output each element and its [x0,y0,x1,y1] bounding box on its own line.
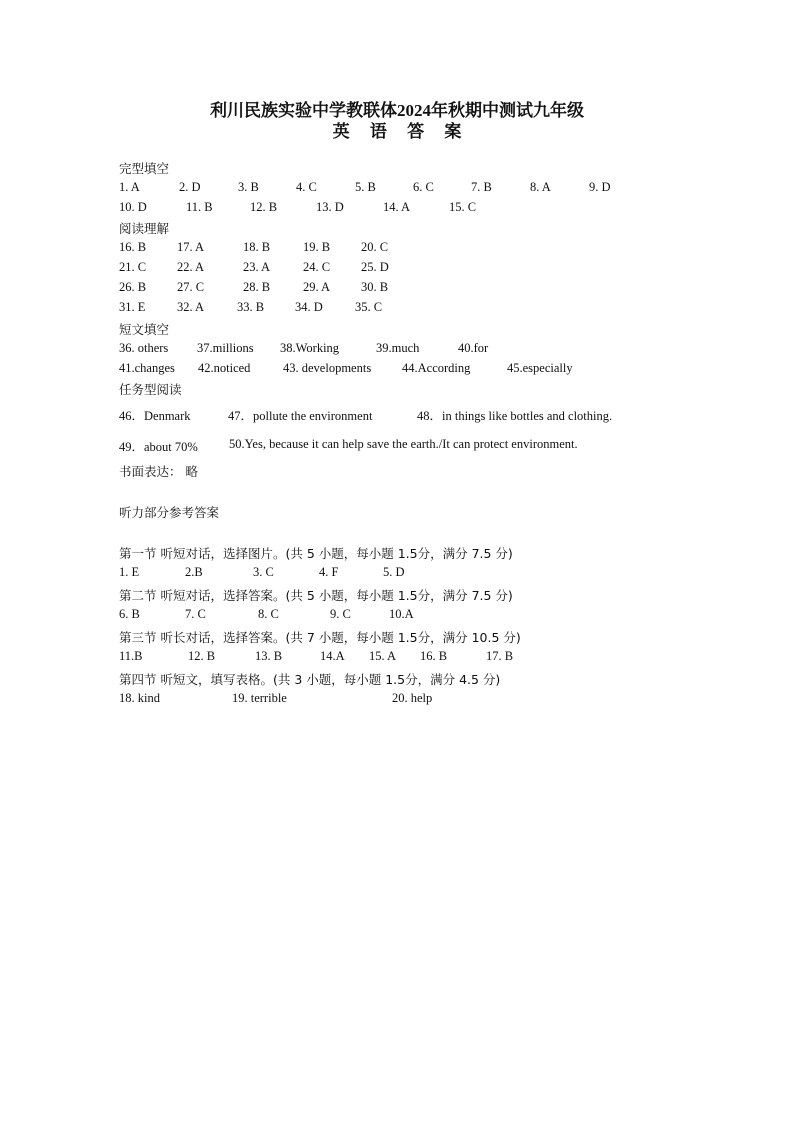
listening-part3-title: 第三节 听长对话，选择答案。(共 7 小题，每小题 1.5分，满分 10.5 分) [119,630,521,645]
answer-item: 16. B [119,240,147,254]
listening-heading: 听力部分参考答案 [119,505,220,520]
answer-item: 34. D [295,300,323,314]
answer-item: 50.Yes, because it can help save the earth./It can protect environment. [229,437,578,451]
answer-item: 18. kind [119,691,160,705]
answer-item: 14. A [383,200,411,214]
answer-item: 13. B [255,649,283,663]
answer-item: 20. C [361,240,389,254]
answer-item: 5. B [355,180,376,194]
answer-item: 10. D [119,200,147,214]
answer-item: 49．about 70% [119,440,198,454]
answer-item: 41.changes [119,361,175,375]
answer-item: 11. B [186,200,213,214]
answer-item: 24. C [303,260,331,274]
answer-item: 38.Working [280,341,340,355]
subtitle-char: 语 [369,122,387,141]
section-heading-passage: 短文填空 [119,322,170,337]
answer-item: 19. terrible [232,691,287,705]
answer-item: 9. D [589,180,611,194]
answer-item: 15. C [449,200,477,214]
answer-item: 15. A [369,649,397,663]
answer-item: 13. D [316,200,344,214]
answer-item: 19. B [303,240,331,254]
answer-item: 4. F [319,565,339,579]
subtitle-char: 案 [444,122,462,141]
answer-item: 43. developments [283,361,372,375]
answer-item: 6. C [413,180,434,194]
answer-item: 9. C [330,607,351,621]
answer-item: 36. others [119,341,169,355]
answer-item: 14.A [320,649,345,663]
page-subtitle [0,117,794,142]
answer-item: 29. A [303,280,331,294]
answer-item: 32. A [177,300,205,314]
answer-item: 3. C [253,565,274,579]
answer-item: 25. D [361,260,389,274]
subtitle-char: 答 [407,122,425,141]
answer-item: 20. help [392,691,433,705]
answer-item: 39.much [376,341,420,355]
listening-part2-title: 第二节 听短对话，选择答案。(共 5 小题，每小题 1.5分，满分 7.5 分) [119,588,513,603]
answer-item: 40.for [458,341,489,355]
answer-item: 31. E [119,300,146,314]
answer-item: 44.According [402,361,471,375]
answer-item: 33. B [237,300,265,314]
answer-item: 22. A [177,260,205,274]
answer-item: 7. B [471,180,492,194]
answer-item: 21. C [119,260,147,274]
answer-item: 8. A [530,180,551,194]
answer-item: 48．in things like bottles and clothing. [417,409,613,423]
answer-item: 1. E [119,565,140,579]
section-heading-cloze: 完型填空 [119,161,170,176]
answer-item: 47．pollute the environment [228,409,373,423]
answer-item: 18. B [243,240,271,254]
answer-item: 17. A [177,240,205,254]
answer-item: 12. B [250,200,278,214]
page-title: 利川民族实验中学教联体2024年秋期中测试九年级 [210,101,584,120]
section-heading-task: 任务型阅读 [119,382,182,397]
answer-item: 17. B [486,649,514,663]
answer-item: 23. A [243,260,271,274]
answer-item: 42.noticed [198,361,251,375]
writing-note: 书面表达： 略 [119,464,198,479]
answer-item: 1. A [119,180,140,194]
answer-item: 37.millions [197,341,254,355]
answer-item: 11.B [119,649,143,663]
answer-item: 8. C [258,607,279,621]
answer-item: 7. C [185,607,206,621]
answer-item: 46．Denmark [119,409,191,423]
answer-item: 3. B [238,180,259,194]
answer-item: 12. B [188,649,216,663]
listening-part1-title: 第一节 听短对话，选择图片。(共 5 小题，每小题 1.5分，满分 7.5 分) [119,546,513,561]
answer-item: 2. D [179,180,201,194]
answer-item: 6. B [119,607,140,621]
answer-item: 16. B [420,649,448,663]
answer-item: 5. D [383,565,405,579]
answer-item: 2.B [185,565,203,579]
answer-item: 4. C [296,180,317,194]
answer-item: 45.especially [507,361,573,375]
answer-item: 10.A [389,607,414,621]
answer-item: 26. B [119,280,147,294]
listening-part4-title: 第四节 听短文，填写表格。(共 3 小题，每小题 1.5分，满分 4.5 分) [119,672,501,687]
section-heading-reading: 阅读理解 [119,221,170,236]
answer-item: 35. C [355,300,383,314]
answer-item: 30. B [361,280,389,294]
subtitle-char: 英 [332,122,350,141]
answer-item: 28. B [243,280,271,294]
answer-item: 27. C [177,280,205,294]
